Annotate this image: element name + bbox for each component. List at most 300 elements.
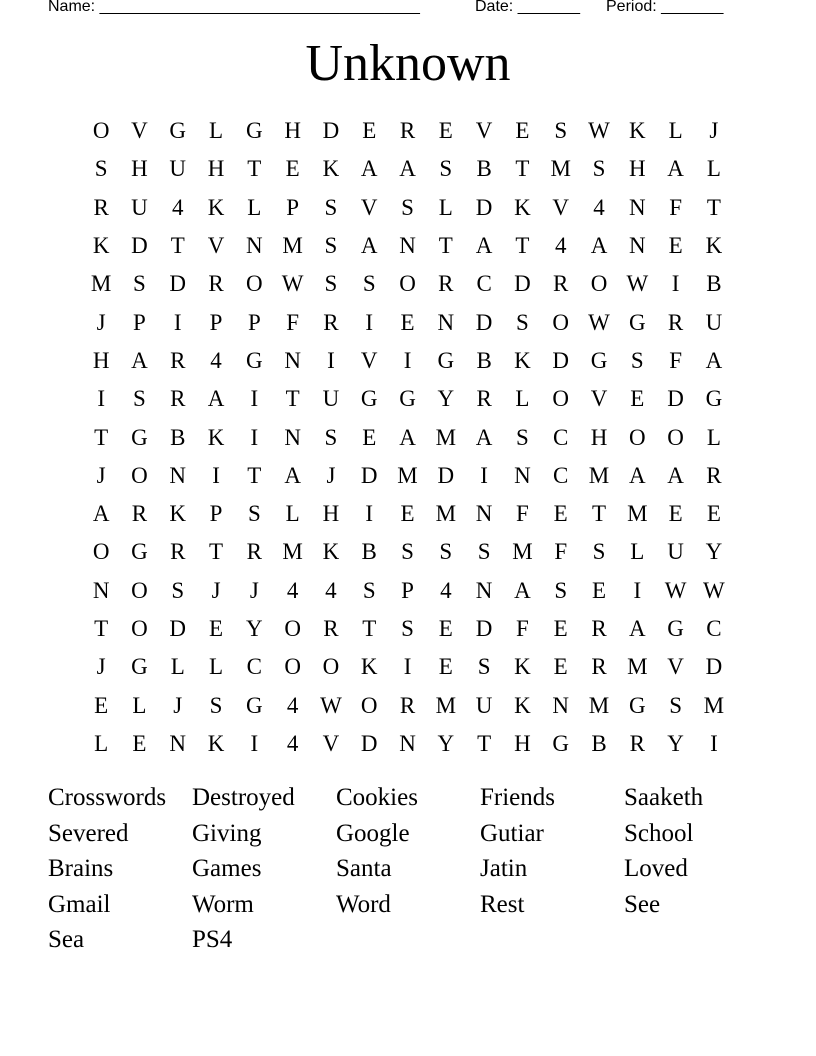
grid-letter: M	[588, 692, 610, 718]
grid-letter: W	[320, 692, 342, 718]
grid-letter: 4	[325, 577, 337, 603]
grid-row	[82, 227, 734, 265]
grid-letter: G	[705, 386, 723, 412]
grid-letter: C	[706, 616, 722, 641]
grid-letter: N	[92, 577, 110, 603]
grid-letter: S	[554, 118, 568, 144]
grid-letter: G	[246, 347, 263, 373]
grid-row	[82, 342, 734, 380]
grid-letter: M	[397, 462, 418, 488]
grid-letter: T	[170, 233, 185, 259]
grid-row	[82, 533, 734, 571]
date-field-label: Date: _______	[475, 0, 580, 15]
grid-letter: W	[664, 577, 687, 603]
grid-letter: S	[209, 692, 223, 718]
grid-letter: S	[133, 271, 146, 297]
grid-letter: R	[591, 654, 607, 680]
grid-letter: O	[92, 118, 110, 144]
grid-letter: K	[514, 654, 531, 680]
grid-letter: B	[591, 730, 607, 756]
grid-letter: D	[169, 271, 187, 297]
grid-letter: D	[667, 386, 684, 412]
grid-letter: R	[476, 386, 492, 412]
word-bank-item: PS4	[192, 926, 233, 954]
grid-letter: I	[710, 730, 718, 756]
grid-letter: S	[401, 616, 414, 641]
grid-letter: V	[667, 654, 684, 680]
grid-row	[82, 648, 734, 686]
grid-letter: S	[362, 271, 376, 297]
grid-letter: 4	[286, 730, 299, 756]
grid-letter: I	[671, 271, 680, 297]
grid-letter: I	[173, 309, 182, 335]
grid-letter: I	[250, 386, 259, 412]
grid-letter: 4	[593, 194, 605, 220]
grid-letter: J	[96, 462, 106, 488]
word-bank-item: Friends	[480, 784, 555, 811]
grid-letter: A	[92, 501, 110, 527]
grid-letter: S	[477, 654, 491, 680]
grid-letter: N	[399, 730, 416, 756]
grid-letter: S	[171, 577, 185, 603]
grid-letter: A	[360, 156, 378, 182]
grid-letter: S	[516, 424, 529, 450]
grid-letter: D	[322, 118, 340, 144]
grid-letter: M	[627, 654, 648, 680]
grid-letter: B	[170, 424, 186, 450]
grid-letter: Y	[246, 616, 263, 641]
grid-letter: E	[438, 616, 453, 641]
word-bank-item: Word	[336, 890, 391, 918]
grid-letter: G	[437, 347, 455, 373]
grid-letter: E	[362, 424, 377, 450]
grid-letter: O	[284, 654, 301, 680]
grid-letter: E	[515, 118, 530, 144]
grid-letter: W	[588, 118, 610, 144]
grid-letter: N	[246, 233, 263, 259]
word-bank	[48, 780, 768, 958]
grid-letter: E	[630, 386, 645, 412]
grid-letter: E	[400, 309, 415, 335]
grid-letter: O	[399, 271, 416, 297]
grid-letter: O	[131, 616, 148, 641]
grid-letter: W	[281, 271, 304, 297]
grid-letter: 4	[554, 233, 567, 259]
grid-letter: G	[552, 730, 570, 756]
grid-letter: S	[247, 501, 261, 527]
grid-letter: M	[435, 501, 457, 527]
word-bank-item: See	[624, 890, 661, 918]
period-field-label: Period: _______	[606, 0, 724, 15]
grid-letter: S	[324, 271, 338, 297]
grid-letter: R	[667, 309, 684, 335]
grid-letter: P	[209, 501, 223, 527]
grid-letter: H	[207, 156, 225, 182]
grid-letter: E	[668, 501, 683, 527]
grid-row	[82, 610, 734, 648]
word-bank-item: Gmail	[48, 890, 111, 918]
grid-row	[82, 380, 734, 418]
word-bank-item: School	[624, 819, 694, 847]
grid-letter: J	[211, 577, 221, 603]
grid-letter: O	[131, 462, 148, 488]
grid-letter: H	[628, 156, 646, 182]
grid-letter: T	[477, 730, 492, 756]
grid-letter: A	[131, 347, 148, 373]
grid-letter: N	[284, 424, 301, 450]
grid-letter: V	[322, 730, 340, 756]
grid-letter: Y	[437, 386, 455, 412]
word-bank-item: Worm	[192, 890, 254, 918]
grid-letter: I	[327, 347, 335, 373]
grid-letter: E	[209, 616, 224, 641]
grid-letter: G	[246, 692, 263, 718]
grid-letter: K	[514, 347, 531, 373]
grid-letter: K	[92, 233, 110, 259]
word-bank-item: Rest	[480, 890, 525, 918]
grid-letter: U	[667, 539, 684, 565]
grid-letter: K	[207, 424, 225, 450]
grid-letter: C	[246, 654, 262, 680]
grid-letter: F	[286, 309, 300, 335]
grid-letter: N	[628, 194, 646, 220]
grid-letter: T	[285, 386, 300, 412]
grid-letter: D	[475, 309, 493, 335]
grid-letter: I	[365, 309, 374, 335]
grid-letter: E	[668, 233, 683, 259]
grid-letter: L	[630, 539, 645, 565]
grid-letter: O	[284, 616, 301, 641]
grid-letter: S	[439, 539, 453, 565]
grid-letter: A	[475, 424, 493, 450]
grid-letter: U	[169, 156, 187, 182]
grid-letter: O	[360, 692, 378, 718]
word-bank-item: Google	[336, 819, 410, 847]
word-search-grid	[82, 112, 734, 763]
grid-letter: I	[480, 462, 488, 488]
word-bank-item: Destroyed	[192, 784, 295, 811]
grid-letter: A	[705, 347, 723, 373]
grid-letter: K	[322, 539, 340, 565]
grid-letter: S	[133, 386, 146, 412]
grid-letter: Y	[705, 539, 723, 565]
grid-row	[82, 112, 734, 150]
grid-letter: O	[552, 386, 570, 412]
grid-letter: O	[667, 424, 684, 450]
grid-letter: I	[97, 386, 105, 412]
grid-letter: J	[96, 309, 106, 335]
grid-letter: T	[591, 501, 607, 527]
grid-letter: J	[326, 462, 336, 488]
grid-letter: D	[705, 654, 723, 680]
grid-letter: A	[207, 386, 225, 412]
grid-letter: R	[323, 616, 339, 641]
grid-letter: 4	[286, 577, 299, 603]
grid-letter: E	[706, 501, 721, 527]
grid-letter: R	[323, 309, 339, 335]
grid-letter: I	[212, 462, 220, 488]
grid-letter: D	[437, 462, 455, 488]
grid-letter: E	[94, 692, 109, 718]
grid-letter: N	[514, 462, 531, 488]
grid-letter: I	[403, 654, 412, 680]
grid-letter: 4	[440, 577, 452, 603]
word-bank-item: Santa	[336, 855, 392, 883]
grid-letter: L	[170, 654, 185, 680]
grid-letter: K	[705, 233, 723, 259]
grid-letter: D	[131, 233, 148, 259]
grid-row	[82, 303, 734, 341]
grid-letter: R	[399, 692, 416, 718]
grid-letter: F	[516, 616, 529, 641]
grid-letter: G	[169, 118, 187, 144]
grid-letter: R	[706, 462, 722, 488]
grid-letter: R	[170, 347, 186, 373]
grid-letter: K	[322, 156, 340, 182]
grid-letter: T	[438, 233, 453, 259]
grid-letter: V	[475, 118, 493, 144]
grid-letter: F	[516, 501, 529, 527]
grid-letter: A	[628, 616, 646, 641]
grid-letter: B	[476, 156, 492, 182]
grid-row	[82, 572, 734, 610]
grid-letter: S	[324, 194, 338, 220]
grid-letter: U	[131, 194, 148, 220]
grid-letter: M	[435, 692, 457, 718]
word-bank-item: Severed	[48, 819, 129, 847]
grid-letter: D	[475, 616, 493, 641]
grid-letter: P	[247, 309, 261, 335]
grid-letter: A	[667, 462, 684, 488]
grid-letter: N	[552, 692, 570, 718]
grid-letter: K	[628, 118, 646, 144]
grid-letter: D	[169, 616, 187, 641]
word-bank-item: Games	[192, 855, 262, 883]
grid-letter: N	[628, 233, 646, 259]
grid-letter: S	[401, 539, 414, 565]
grid-letter: L	[94, 730, 109, 756]
grid-letter: R	[246, 539, 262, 565]
grid-letter: E	[132, 730, 147, 756]
grid-letter: M	[588, 462, 610, 488]
grid-letter: H	[131, 156, 148, 182]
grid-letter: G	[360, 386, 378, 412]
grid-letter: T	[706, 194, 721, 220]
grid-letter: E	[400, 501, 415, 527]
grid-letter: B	[361, 539, 377, 565]
grid-letter: M	[627, 501, 648, 527]
grid-letter: I	[250, 424, 259, 450]
word-bank-item: Giving	[192, 819, 262, 847]
grid-letter: L	[438, 194, 453, 220]
grid-letter: R	[170, 539, 186, 565]
grid-letter: H	[590, 424, 608, 450]
grid-letter: O	[552, 309, 570, 335]
grid-letter: E	[438, 654, 453, 680]
grid-row	[82, 725, 734, 763]
grid-letter: H	[514, 730, 531, 756]
grid-letter: S	[324, 424, 338, 450]
grid-row	[82, 495, 734, 533]
grid-letter: V	[131, 118, 148, 144]
grid-letter: V	[590, 386, 608, 412]
grid-letter: O	[131, 577, 148, 603]
grid-letter: M	[550, 156, 571, 182]
grid-letter: T	[94, 616, 109, 641]
grid-letter: S	[669, 692, 682, 718]
grid-letter: M	[703, 692, 725, 718]
grid-letter: R	[399, 118, 416, 144]
grid-letter: Y	[667, 730, 684, 756]
grid-letter: A	[284, 462, 301, 488]
name-field-label: Name: ____________________________________	[48, 0, 420, 15]
grid-letter: N	[437, 309, 455, 335]
grid-letter: U	[705, 309, 723, 335]
grid-letter: K	[169, 501, 187, 527]
grid-letter: N	[399, 233, 416, 259]
grid-row	[82, 265, 734, 303]
grid-letter: A	[667, 156, 684, 182]
word-bank-item: Brains	[48, 855, 114, 883]
grid-letter: O	[92, 539, 110, 565]
grid-letter: R	[208, 271, 224, 297]
grid-letter: N	[284, 347, 301, 373]
grid-letter: J	[173, 692, 183, 718]
grid-letter: G	[628, 309, 646, 335]
grid-letter: E	[553, 501, 568, 527]
grid-letter: U	[475, 692, 493, 718]
grid-letter: O	[322, 654, 340, 680]
grid-letter: R	[438, 271, 454, 297]
grid-row	[82, 189, 734, 227]
grid-letter: O	[246, 271, 263, 297]
grid-letter: R	[131, 501, 148, 527]
grid-letter: K	[207, 730, 225, 756]
grid-letter: A	[514, 577, 531, 603]
grid-letter: P	[209, 309, 223, 335]
grid-letter: H	[92, 347, 110, 373]
grid-letter: N	[475, 501, 493, 527]
grid-letter: J	[249, 577, 259, 603]
grid-letter: E	[553, 654, 568, 680]
grid-letter: E	[438, 118, 453, 144]
grid-letter: A	[399, 424, 416, 450]
grid-letter: N	[475, 577, 493, 603]
grid-letter: L	[247, 194, 262, 220]
grid-letter: S	[592, 156, 606, 182]
grid-letter: S	[401, 194, 414, 220]
grid-letter: L	[706, 424, 721, 450]
grid-letter: J	[96, 654, 106, 680]
grid-letter: V	[207, 233, 225, 259]
grid-letter: W	[588, 309, 610, 335]
grid-letter: S	[362, 577, 376, 603]
grid-letter: N	[169, 462, 187, 488]
grid-letter: F	[554, 539, 568, 565]
grid-letter: C	[553, 462, 569, 488]
grid-letter: M	[282, 539, 303, 565]
word-bank-item: Saaketh	[624, 784, 704, 811]
grid-letter: S	[592, 539, 606, 565]
grid-letter: Y	[437, 730, 455, 756]
grid-letter: S	[554, 577, 568, 603]
grid-letter: N	[169, 730, 187, 756]
grid-letter: W	[703, 577, 725, 603]
grid-letter: B	[476, 347, 492, 373]
grid-letter: U	[322, 386, 340, 412]
grid-letter: G	[590, 347, 608, 373]
grid-letter: E	[285, 156, 300, 182]
grid-letter: 4	[210, 347, 222, 373]
grid-letter: A	[360, 233, 378, 259]
grid-letter: T	[94, 424, 109, 450]
grid-row	[82, 686, 734, 724]
grid-letter: S	[439, 156, 453, 182]
grid-letter: P	[401, 577, 414, 603]
grid-letter: T	[515, 233, 530, 259]
grid-letter: A	[628, 462, 646, 488]
grid-letter: M	[435, 424, 457, 450]
grid-letter: L	[515, 386, 530, 412]
grid-letter: K	[360, 654, 378, 680]
grid-letter: G	[131, 654, 148, 680]
grid-letter: D	[360, 730, 378, 756]
grid-letter: L	[285, 501, 300, 527]
grid-letter: R	[93, 194, 109, 220]
grid-letter: G	[667, 616, 684, 641]
grid-letter: D	[514, 271, 531, 297]
grid-letter: O	[590, 271, 608, 297]
grid-letter: T	[515, 156, 530, 182]
grid-letter: R	[553, 271, 569, 297]
grid-letter: G	[131, 424, 148, 450]
grid-letter: H	[322, 501, 340, 527]
grid-letter: K	[207, 194, 225, 220]
grid-letter: W	[626, 271, 649, 297]
grid-letter: K	[514, 194, 531, 220]
grid-letter: T	[247, 462, 262, 488]
grid-letter: C	[553, 424, 569, 450]
grid-letter: V	[552, 194, 570, 220]
grid-letter: 4	[286, 692, 299, 718]
grid-letter: I	[250, 730, 259, 756]
grid-row	[82, 150, 734, 188]
grid-letter: I	[365, 501, 374, 527]
grid-letter: A	[590, 233, 608, 259]
grid-letter: L	[132, 692, 147, 718]
grid-letter: S	[630, 347, 644, 373]
grid-letter: S	[477, 539, 491, 565]
page-title: Unknown	[305, 35, 511, 92]
grid-letter: P	[133, 309, 146, 335]
grid-letter: D	[360, 462, 378, 488]
grid-letter: L	[668, 118, 683, 144]
grid-letter: G	[628, 692, 646, 718]
grid-letter: K	[514, 692, 531, 718]
grid-letter: J	[709, 118, 719, 144]
grid-letter: R	[170, 386, 186, 412]
grid-letter: E	[591, 577, 607, 603]
word-bank-item: Cookies	[336, 784, 418, 811]
grid-row	[82, 457, 734, 495]
grid-letter: T	[247, 156, 262, 182]
grid-letter: S	[324, 233, 338, 259]
grid-letter: C	[476, 271, 492, 297]
grid-letter: H	[284, 118, 301, 144]
grid-letter: T	[209, 539, 224, 565]
grid-letter: E	[553, 616, 568, 641]
grid-letter: M	[90, 271, 112, 297]
